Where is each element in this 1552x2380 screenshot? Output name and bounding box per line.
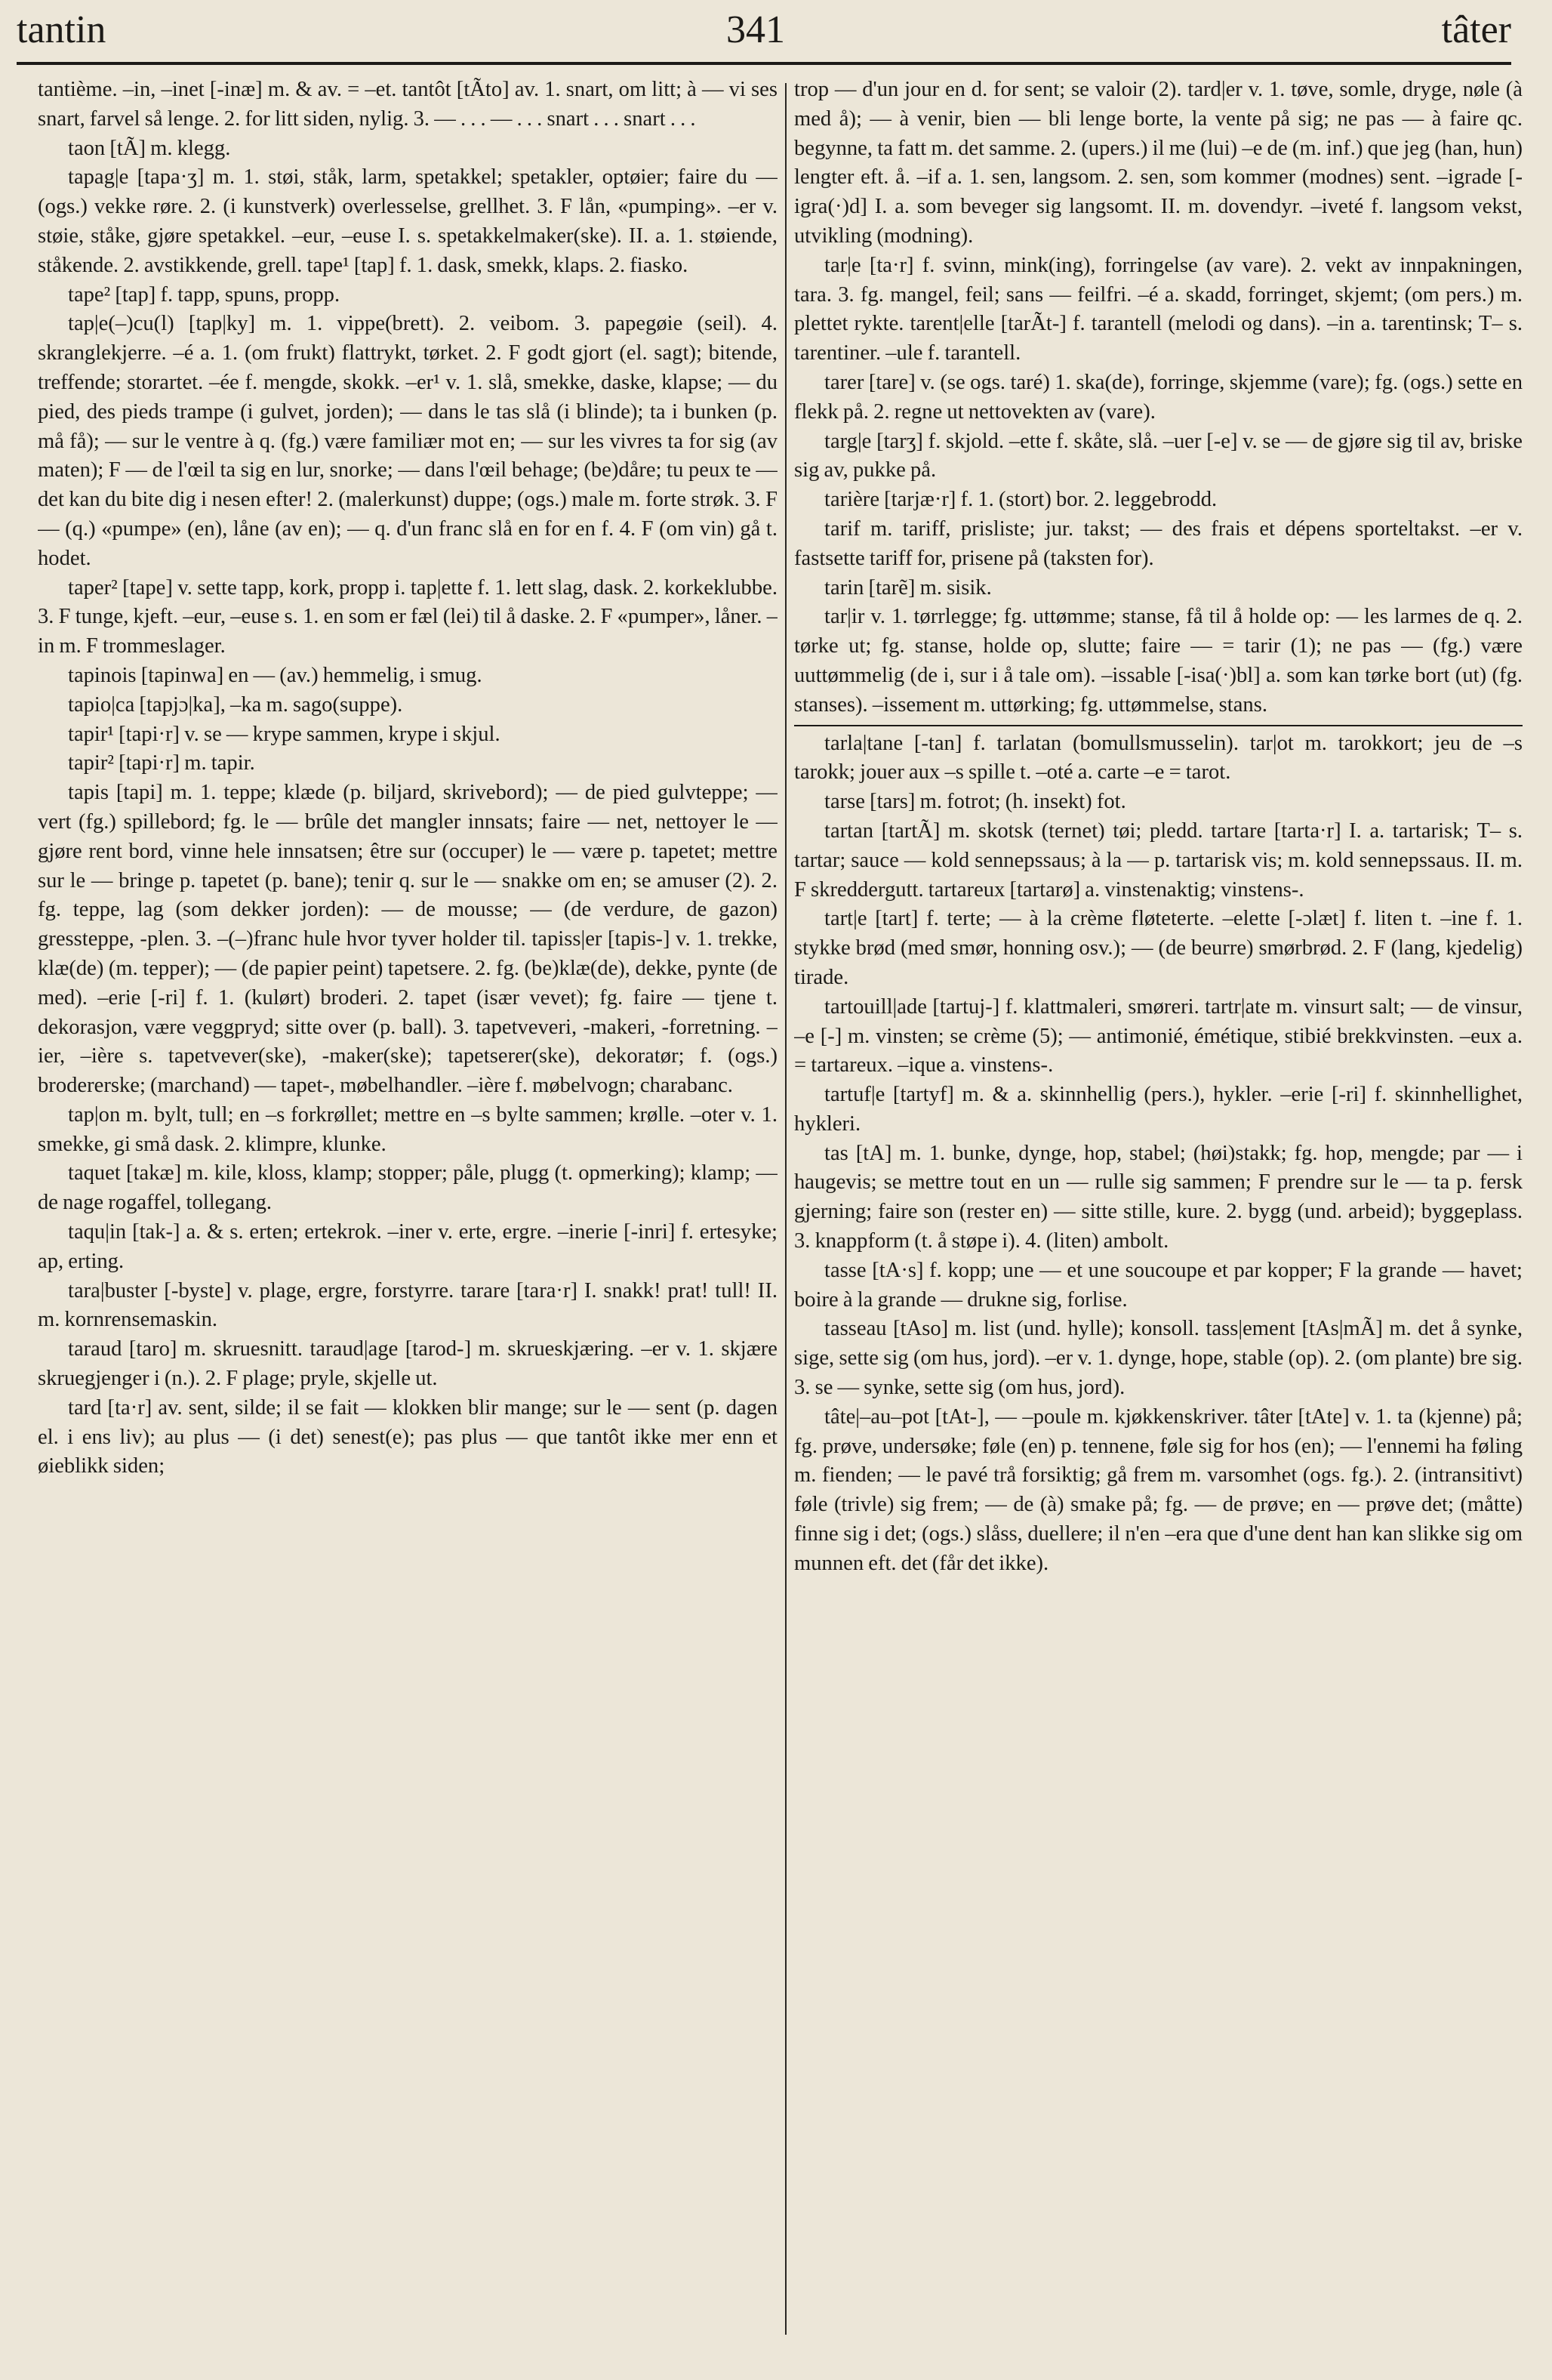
dictionary-entry: tapir¹ [tapi·r] v. se — krype sammen, krype i skjul.	[68, 722, 500, 746]
dictionary-entry: tartuf|e [tartyf] m. & a. skinnhellig (pers.), hykler. –erie [-ri] f. skinnhellighet, hykleri.	[794, 1083, 1523, 1136]
dictionary-entry: taquet [takæ] m. kile, kloss, klamp; stopper; påle, plugg (t. opmerking); klamp; — de nage rogaffel, tollegang.	[38, 1161, 778, 1215]
dictionary-entry: tas [tA] m. 1. bunke, dynge, hop, stabel; (høi)stakk; fg. hop, mengde; par — i haugevis; se mettre tout en un — rulle sig sammen; F prendre sur le — ta p. fersk gjerning; faire son (rester en) — sitte stille, kure. 2. bygg (und. arbeid); byggeplass. 3. knappform (t. å støpe i). 4. (liten) ambolt.	[794, 1141, 1523, 1253]
page-header	[17, 0, 1511, 76]
separator-rule	[794, 725, 1523, 726]
dictionary-entry: tarière [tarjæ·r] f. 1. (stort) bor. 2. leggebrodd.	[824, 488, 1218, 512]
dictionary-entry: tapis [tapi] m. 1. teppe; klæde (p. biljard, skrivebord); — de pied gulvteppe; — vert (fg.) spillebord; fg. le — brûle det mangler innsats; faire — net, nettoyer le — gjøre rent bord, vinne hele innsatsen; être sur (occuper) le — være p. tapetet; mettre sur le — bringe p. tapetet (p. bane); tenir q. sur le — snakke om en; se amuser (2). 2. fg. teppe, lag (som dekker jorden): — de mousse; — (de verdure, de gazon) gressteppe, -plen. 3. –(–)franc hule hvor tyver holder til. tapiss|er [tapis-] v. 1. trekke, klæ(de) (m. tepper); — (de papier peint) tapetsere. 2. fg. (be)klæ(de), dekke, pynte (de med). –erie [-ri] f. 1. (kulørt) broderi. 2. tapet (især vevet); fg. faire — tjene t. dekorasjon, være veggpryd; sitte over (p. ball). 3. tapetveveri, -makeri, -forretning. –ier, –ière s. tapetvever(ske), -maker(ske); tapetserer(ske), dekoratør; f. (ogs.) brodererske; (marchand) — tapet-, møbelhandler. –ière f. møbelvogn; charabanc.	[38, 781, 778, 1098]
dictionary-entry: tantième. –in, –inet [-inæ] m. & av. = –et. tantôt [tÃto] av. 1. snart, om litt; à — vi ses snart, farvel så lenge. 2. for litt siden, nylig. 3. — . . . — . . . snart . . . snart . . .	[38, 78, 778, 131]
dictionary-entry: taqu|in [tak-] a. & s. erten; ertekrok. –iner v. erte, ergre. –inerie [-inri] f. ertesyke; ap, erting.	[38, 1220, 778, 1273]
dictionary-entry: tapio|ca [tapjɔ|ka], –ka m. sago(suppe).	[68, 692, 403, 717]
header-guideword-left: tantin	[17, 8, 106, 51]
dictionary-entry: taraud [taro] m. skruesnitt. taraud|age [tarod-] m. skrueskjæring. –er v. 1. skjære skruegjenger i (n.). 2. F plage; pryle, skjelle ut.	[38, 1337, 778, 1391]
dictionary-entry: targ|e [tarʒ] f. skjold. –ette f. skåte, slå. –uer [-e] v. se — de gjøre sig til av, briske sig av, pukke på.	[794, 429, 1523, 482]
dictionary-entry: trop — d'un jour en d. for sent; se valoir (2). tard|er v. 1. tøve, somle, dryge, nøle (à med å); — à venir, bien — bli lenge borte, la vente på sig; ne pas — à faire qc. begynne, ta fatt m. det samme. 2. (upers.) il me (lui) –e de (m. inf.) que jeg (han, hun) lengter eft. å. –if a. 1. sen, langsom. 2. sen, som kommer (modnes) sent. –igrade [-igra(·)d] I. a. som beveger sig langsomt. II. m. dovendyr. –iveté f. langsom vekst, utvikling (modning).	[794, 78, 1523, 248]
dictionary-entry: tartan [tartÃ] m. skotsk (ternet) tøi; pledd. tartare [tarta·r] I. a. tartarisk; T– s. tartar; sauce — kold sennepssaus; à la — p. tartarisk vis; m. kold sennepssaus. II. m. F skreddergutt. tartareux [tartarø] a. vinstenaktig; vinstens-.	[794, 819, 1523, 902]
dictionary-entry: tara|buster [-byste] v. plage, ergre, forstyrre. tarare [tara·r] I. snakk! prat! tull! II. m. kornrensemaskin.	[38, 1278, 778, 1332]
dictionary-entry: tarla|tane [-tan] f. tarlatan (bomullsmusselin). tar|ot m. tarokkort; jeu de –s tarokk; jouer aux –s spille t. –oté a. carte –e = tarot.	[794, 731, 1523, 785]
dictionary-entry: tarif m. tariff, prisliste; jur. takst; — des frais et dépens sporteltakst. –er v. fastsette tariff for, prisene på (taksten for).	[794, 516, 1523, 570]
dictionary-entry: tap|e(–)cu(l) [tap|ky] m. 1. vippe(brett). 2. veibom. 3. papegøie (seil). 4. skranglekjerre. –é a. 1. (om frukt) flattrykt, tørket. 2. F godt gjort (el. sagt); bitende, treffende; storartet. –ée f. mengde, skokk. –er¹ v. 1. slå, smekke, daske, klapse; — du pied, des pieds trampe (i gulvet, jorden); — dans le tas slå (i blinde); ta i bunken (p. må få); — sur le ventre à q. (fg.) være familiær mot en; — sur les vivres ta for sig (av maten); F — de l'œil ta sig en lur, snorke; — dans l'œil behage; (be)dåre; tu peux te — det kan du bite dig i nesen efter! 2. (malerkunst) duppe; (ogs.) male m. forte strøk. 3. F — (q.) «pumpe» (en), låne (av en); — q. d'un franc slå en for en f. 4. F (om vin) gå t. hodet.	[38, 312, 778, 570]
dictionary-entry: taon [tÃ] m. klegg.	[68, 136, 231, 160]
page-number: 341	[726, 8, 785, 51]
dictionary-entry: tar|e [ta·r] f. svinn, mink(ing), forringelse (av vare). 2. vekt av innpakningen, tara. 3. fg. mangel, feil; sans — feilfri. –é a. skadd, forringet, skjemt; (om pers.) m. plettet rykte. tarent|elle [tarÃt-] f. tarantell (melodi og dans). –in a. tarentinsk; T– s. tarentiner. –ule f. tarantell.	[794, 253, 1523, 365]
header-rule	[17, 62, 1511, 65]
dictionary-entry: tape² [tap] f. tapp, spuns, propp.	[68, 282, 340, 307]
header-guideword-right: tâter	[1441, 8, 1511, 51]
dictionary-entry: tar|ir v. 1. tørrlegge; fg. uttømme; stanse, få til å holde op: — les larmes de q. 2. tørke ut; fg. stanse, holde op, slutte; faire — = tarir (1); ne pas — (fg.) være uuttømmelig (de i, sur i å tale om). –issable [-isa(·)bl] a. som kan tørke bort (ut) (fg. stanses). –issement m. uttørking; fg. uttømmelse, stans.	[794, 605, 1523, 717]
left-column	[38, 76, 778, 2357]
dictionary-entry: tap|on m. bylt, tull; en –s forkrøllet; mettre en –s bylte sammen; krølle. –oter v. 1. smekke, gi små dask. 2. klimpre, klunke.	[38, 1102, 778, 1156]
dictionary-entry: tapag|e [tapa·ʒ] m. 1. støi, ståk, larm, spetakkel; spetakler, optøier; faire du — (ogs.) vekke røre. 2. (i kunstverk) overlesselse, grellhet. 3. F lån, «pumping». –er v. støie, ståke, gjøre spetakkel. –eur, –euse I. s. spetakkelmaker(ske). II. a. 1. støiende, ståkende. 2. avstikkende, grell. tape¹ [tap] f. 1. dask, smekk, klaps. 2. fiasko.	[38, 165, 778, 277]
dictionary-entry: tasse [tA·s] f. kopp; une — et une soucoupe et par kopper; F la grande — havet; boire à la grande — drukne sig, forlise.	[794, 1258, 1523, 1312]
dictionary-entry: tapir² [tapi·r] m. tapir.	[68, 751, 255, 775]
right-column	[794, 76, 1523, 2357]
dictionary-entry: tard [ta·r] av. sent, silde; il se fait — klokken blir mange; sur le — sent (p. dagen el. i ens liv); au plus — (i det) senest(e); pas plus — que tantôt ikke mer enn et øieblikk siden;	[38, 1395, 778, 1478]
dictionary-entry: tart|e [tart] f. terte; — à la crème fløteterte. –elette [-ɔlæt] f. liten t. –ine f. 1. stykke brød (med smør, honning osv.); — (de beurre) smørbrød. 2. F (lang, kjedelig) tirade.	[794, 907, 1523, 989]
dictionary-entry: tarse [tars] m. fotrot; (h. insekt) fot.	[824, 790, 1126, 814]
dictionary-entry: tapinois [tapinwa] en — (av.) hemmelig, i smug.	[68, 663, 482, 687]
column-divider	[785, 83, 787, 2335]
dictionary-entry: tartouill|ade [tartuj-] f. klattmaleri, smøreri. tartr|ate m. vinsurt salt; — de vinsur, –e [-] m. vinsten; se crème (5); — antimonié, émétique, stibié brekkvinsten. –eux a. = tartareux. –ique a. vinstens-.	[794, 994, 1523, 1077]
dictionary-entry: tarer [tare] v. (se ogs. taré) 1. ska(de), forringe, skjemme (vare); fg. (ogs.) sette en flekk på. 2. regne ut nettovekten av (vare).	[794, 370, 1523, 424]
dictionary-entry: tarin [tarẽ] m. sisik.	[824, 575, 992, 600]
dictionary-entry: taper² [tape] v. sette tapp, kork, propp i. tap|ette f. 1. lett slag, dask. 2. korkeklubbe. 3. F tunge, kjeft. –eur, –euse s. 1. en som er fæl (lei) til å daske. 2. F «pumper», låner. –in m. F trommeslager.	[38, 575, 778, 658]
dictionary-entry: tâte|–au–pot [tAt-], — –poule m. kjøkkenskriver. tâter [tAte] v. 1. ta (kjenne) på; fg. prøve, undersøke; føle (en) p. tennene, føle sig for hos (en); — l'ennemi ha føling m. fienden; — le pavé trå forsiktig; gå frem m. varsomhet (ogs. fg.). 2. (intransitivt) føle (trivle) sig frem; — de (à) smake på; fg. — de prøve; en — prøve det; (måtte) finne sig i det; (ogs.) slåss, duellere; il n'en –era que d'une dent han kan slikke sig om munnen eft. det (får det ikke).	[794, 1404, 1523, 1575]
dictionary-entry: tasseau [tAso] m. list (und. hylle); konsoll. tass|ement [tAs|mÃ] m. det å synke, sige, sette sig (om hus, jord). –er v. 1. dynge, hope, stable (op). 2. (om plante) bre sig. 3. se — synke, sette sig (om hus, jord).	[794, 1317, 1523, 1400]
